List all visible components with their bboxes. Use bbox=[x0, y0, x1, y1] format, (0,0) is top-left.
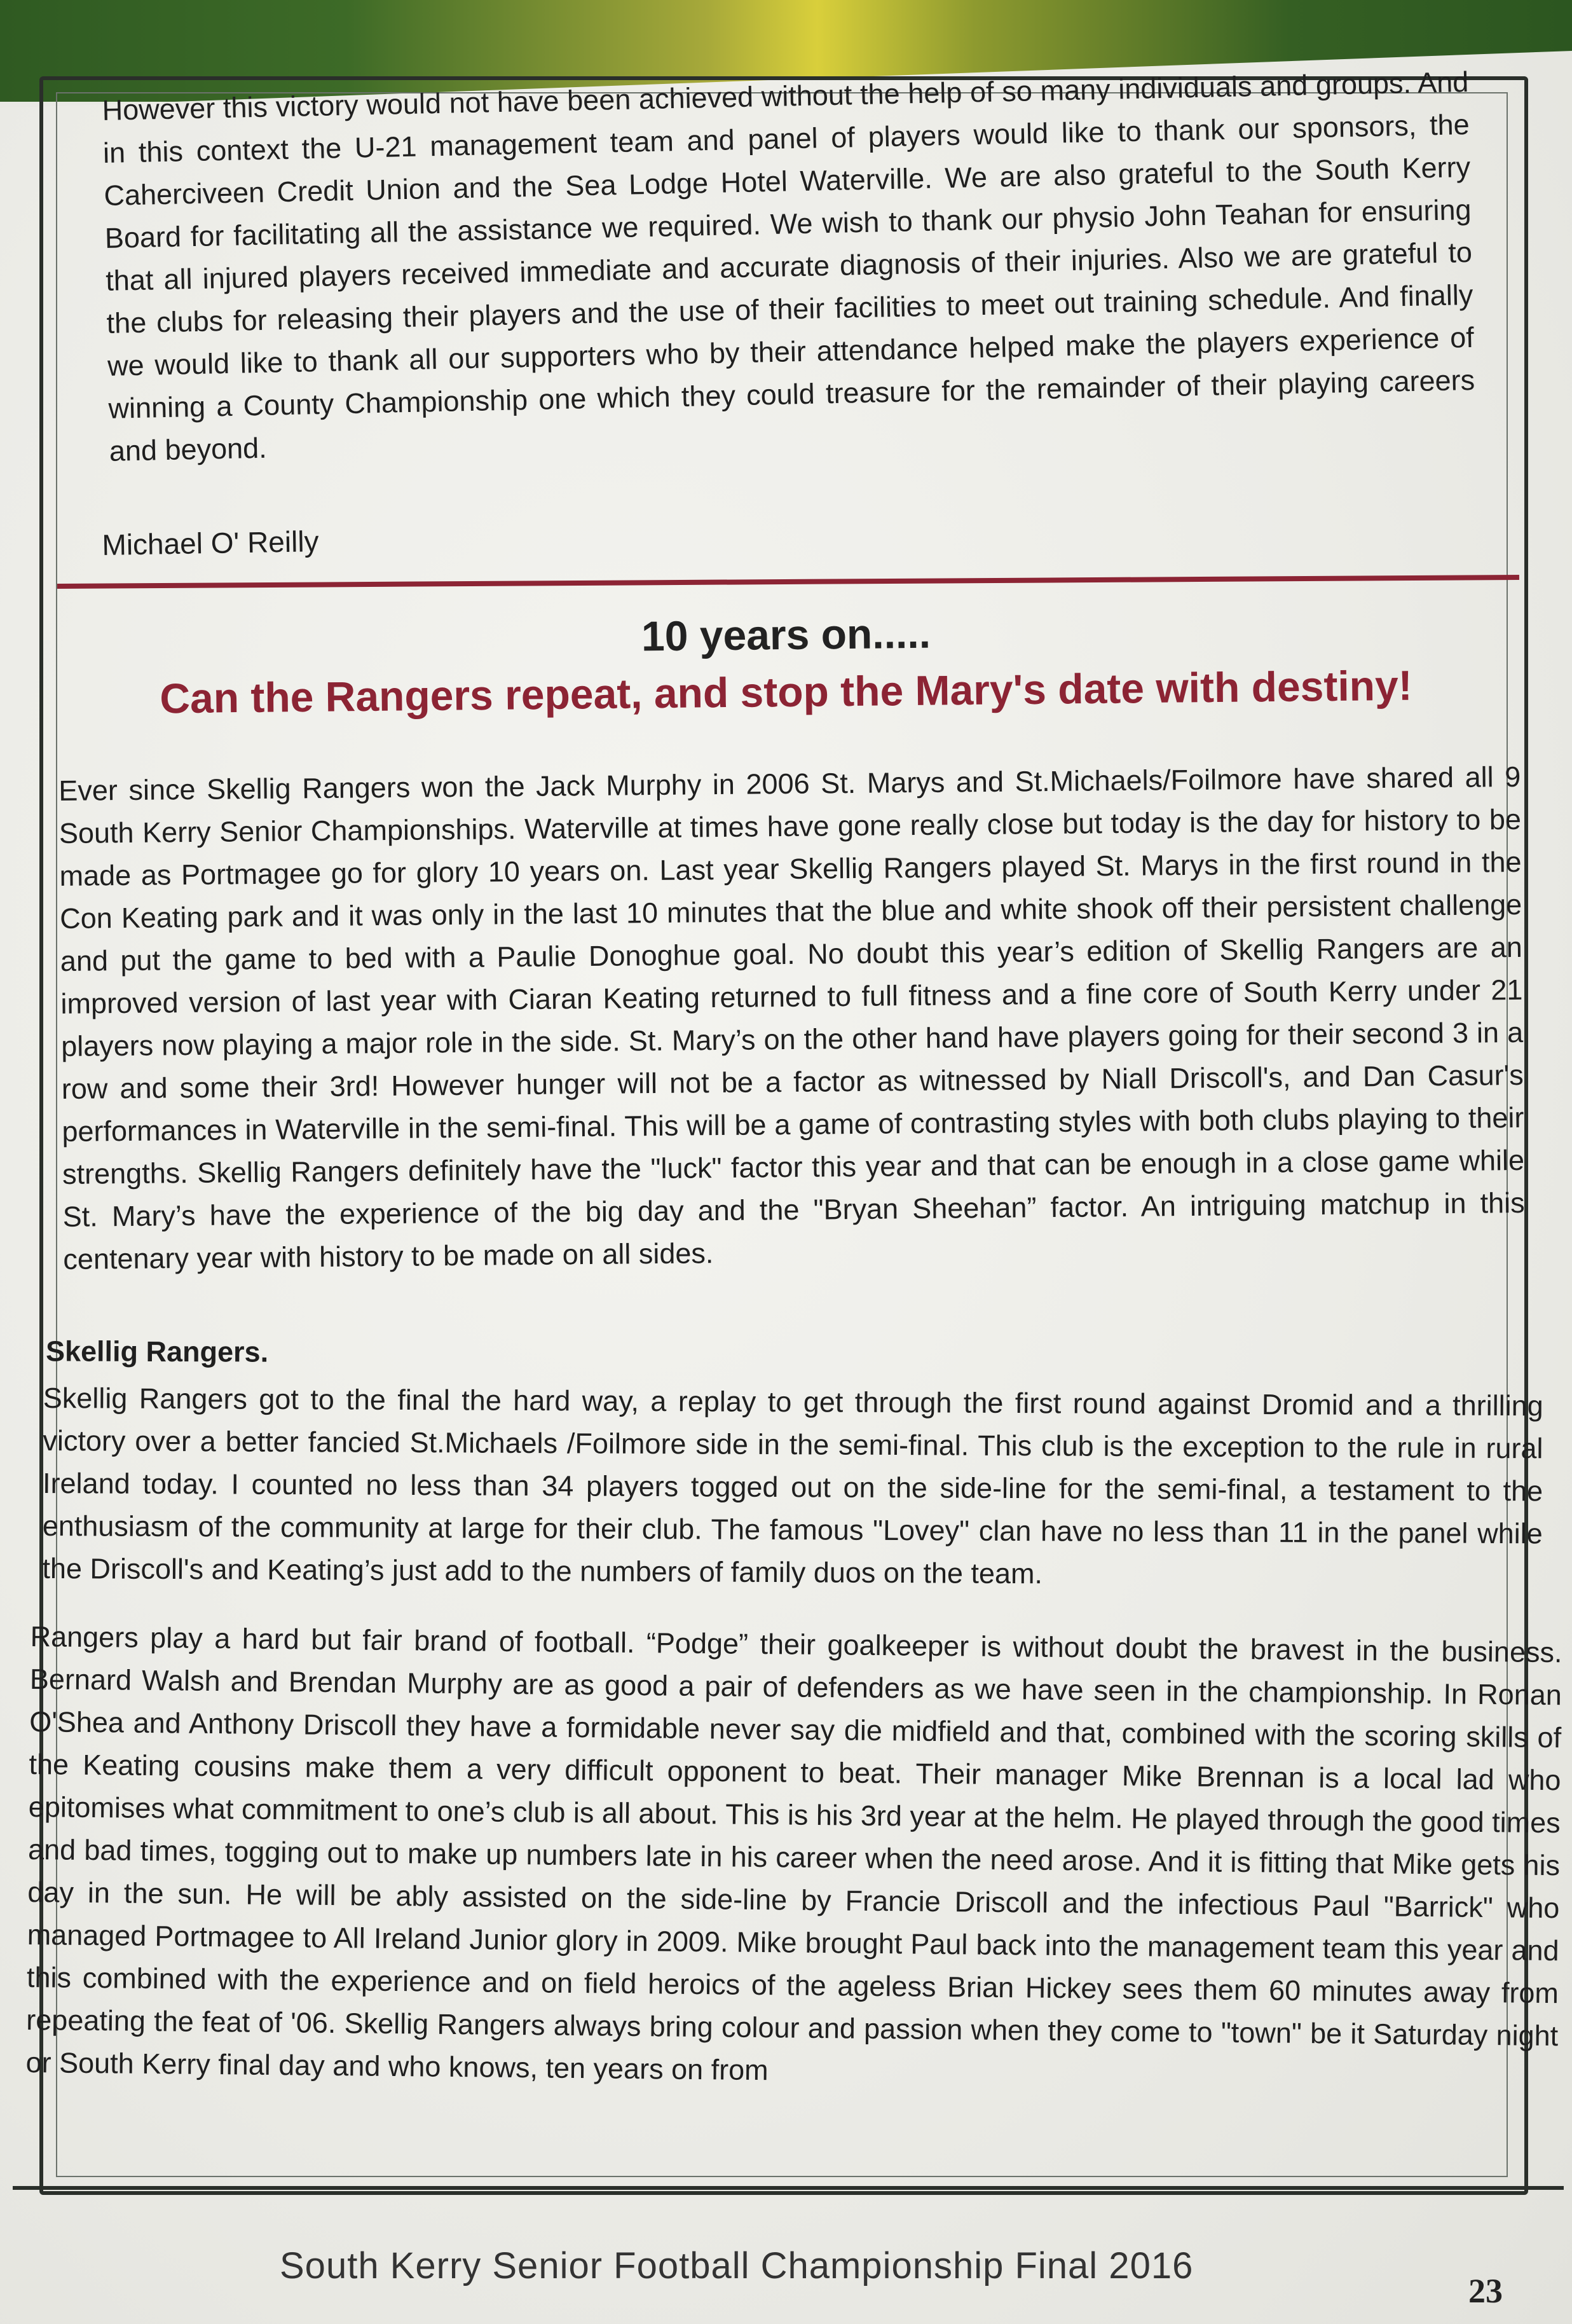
section-title: Skellig Rangers. bbox=[45, 1335, 269, 1368]
bottom-rule bbox=[13, 2186, 1564, 2190]
footer-title: South Kerry Senior Football Championship Final 2016 bbox=[280, 2245, 1194, 2286]
section-paragraph-2: Rangers play a hard but fair brand of football. “Podge” their goalkeeper is without doubt the bravest in the business. Bernard Walsh and Brendan Murphy are as good a pair of defenders as we have seen in the championship. In Ronan O'Shea and Anthony Driscoll they have a formidable never say die midfield and that, combined with the scoring skills of the Keating cousins make them a very difficult opponent to beat. Their manager Mike Brennan is a local lad who epitomises what commitment to one’s club is all about. This is his 3rd year at the helm. He played through the good times and bad times, togging out to make up numbers late in his career when the need arose. And it is fitting that Mike gets his day in the sun. He will be ably assisted on the side-line by Francie Driscoll and the infectious Paul "Barrick" who managed Portmagee to All Ireland Junior glory in 2009. Mike brought Paul back into the management team this year and this combined with the experience and on field heroics of the ageless Brian Hickey sees them 60 minutes away from repeating the feat of '06. Skellig Rangers always bring colour and passion when they come to "town" be it Saturday night or South Kerry final day and who knows, ten years on from bbox=[25, 1619, 1562, 2087]
thanks-paragraph: However this victory would not have been achieved without the help of so many individuals and groups. And in this context the U-21 management team and panel of players would like to thank our sponsors, the Caherciveen Credit Union and the Sea Lodge Hotel Waterville. We are also grateful to the South Kerry Board for facilitating all the assistance we required. We wish to thank our physio John Teahan for ensuring that all injured players received immediate and accurate diagnosis of their injuries. Also we are grateful to the clubs for releasing their players and the use of their facilities to meet out training schedule. And finally we would like to thank all our supporters who by their attendance helped make the players experience of winning a County Championship one which they could treasure for the remainder of their playing careers and beyond. bbox=[102, 65, 1475, 467]
article-headline: 10 years on..... bbox=[641, 609, 931, 660]
article-intro: Ever since Skellig Rangers won the Jack Murphy in 2006 St. Marys and St.Michaels/Foilmore have shared all 9 South Kerry Senior Championships. Waterville at times have gone really close but today is the day for history to be made as Portmagee go for glory 10 years on. Last year Skellig Rangers played St. Marys in the first round in the Con Keating park and it was only in the last 10 minutes that the blue and white shook off their persistent challenge and put the game to bed with a Paulie Donoghue goal. No doubt this year’s edition of Skellig Rangers are an improved version of last year with Ciaran Keating returned to full fitness and a fine core of South Kerry under 21 players now playing a major role in the side. St. Mary’s on the other hand have players going for their second 3 in a row and some their 3rd! However hunger will not be a factor as witnessed by Niall Driscoll's, and Dan Casur's performances in Waterville in the semi-final. This will be a game of contrasting styles with both clubs playing to their strengths. Skellig Rangers definitely have the "luck" factor this year and that can be enough in a close game while St. Mary’s have the experience of the big day and the "Bryan Sheehan” factor. An intriguing matchup in this centenary year with history to be made on all sides. bbox=[58, 760, 1525, 1275]
page-number: 23 bbox=[1468, 2272, 1503, 2310]
article-subheadline: Can the Rangers repeat, and stop the Mary's date with destiny! bbox=[159, 661, 1413, 722]
section-paragraph-1: Skellig Rangers got to the final the hard way, a replay to get through the first round against Dromid and a thrilling victory over a better fancied St.Michaels /Foilmore side in the semi-final. This club is the exception to the rule in rural Ireland today. I counted no less than 34 players togged out on the side-line for the semi-final, a testament to the enthusiasm of the community at large for their club. The famous "Lovey" clan have no less than 11 in the panel while the Driscoll's and Keating’s just add to the numbers of family duos on the team. bbox=[42, 1382, 1543, 1590]
signature: Michael O' Reilly bbox=[102, 525, 319, 561]
